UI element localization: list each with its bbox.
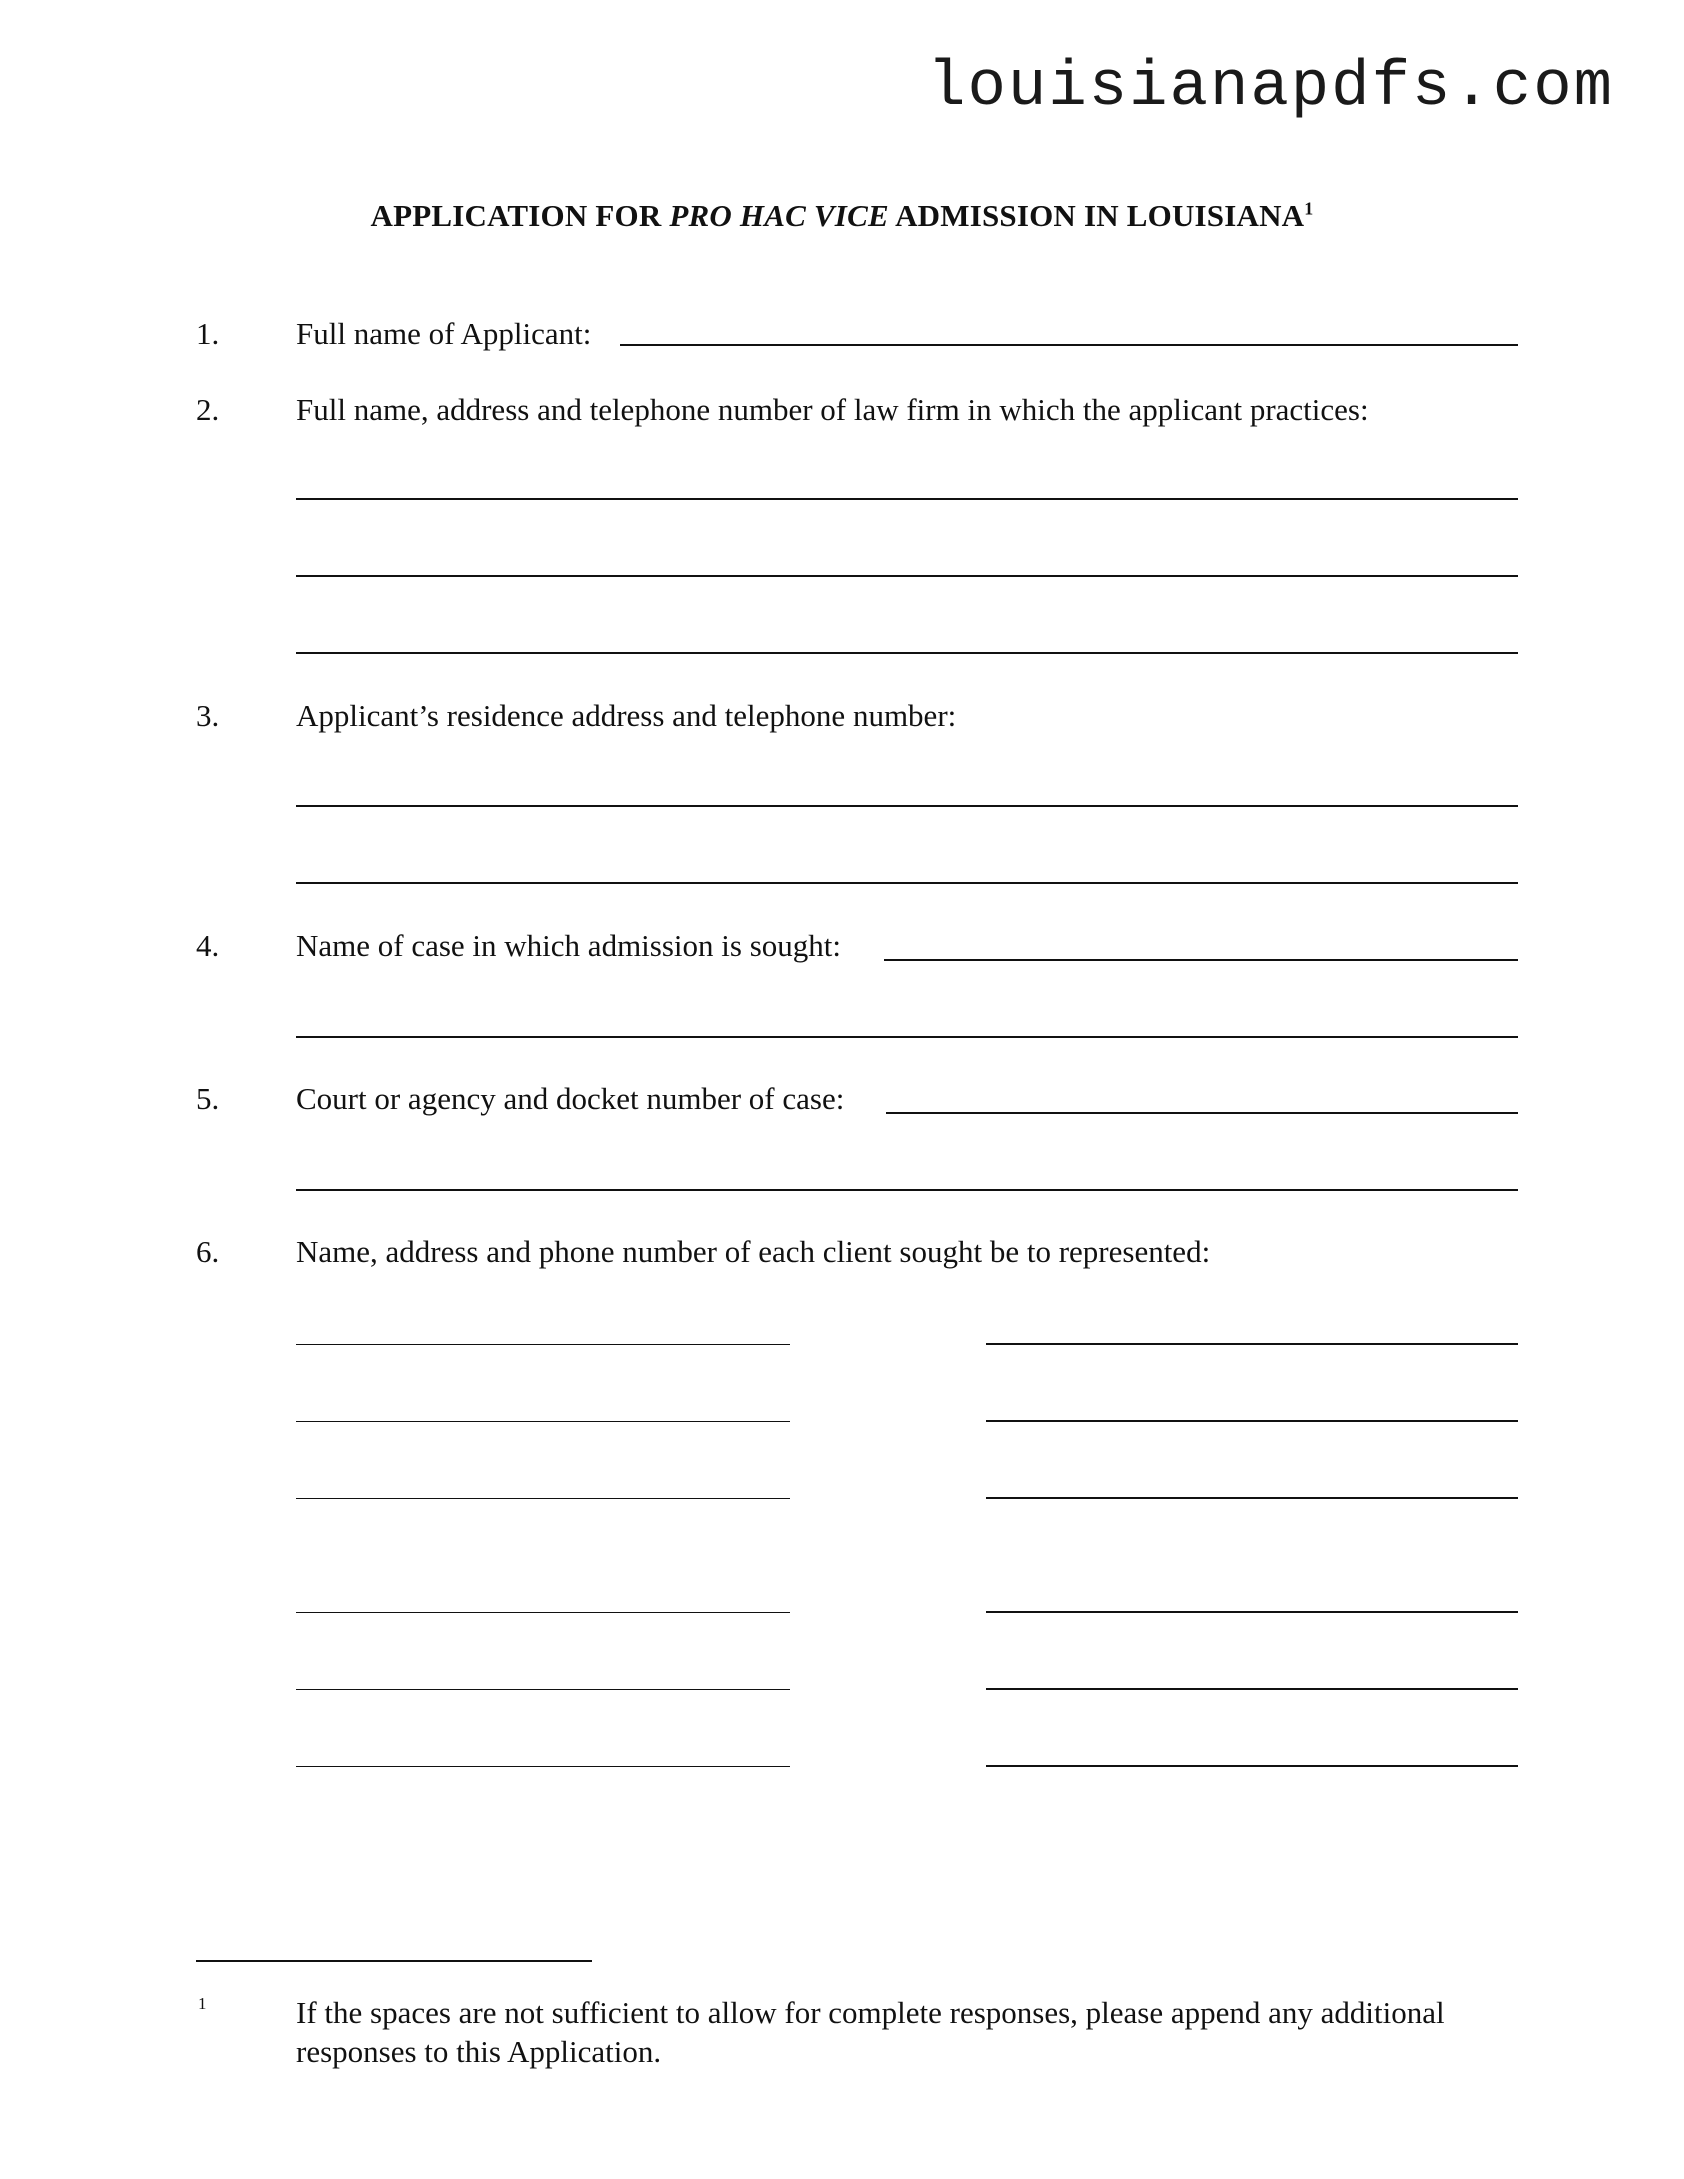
item-1-label: Full name of Applicant: (296, 316, 592, 351)
docket-field-line-1[interactable] (886, 1112, 1518, 1114)
client-field-right-3[interactable] (986, 1497, 1518, 1499)
title-italic: PRO HAC VICE (669, 198, 889, 233)
client-field-left-2[interactable] (296, 1421, 790, 1422)
title-part2: ADMISSION IN LOUISIANA (888, 198, 1305, 233)
item-3-number: 3. (196, 698, 220, 733)
item-6-number: 6. (196, 1234, 220, 1269)
item-5-label: Court or agency and docket number of case: (296, 1081, 845, 1116)
item-3-label: Applicant’s residence address and telephone number: (296, 698, 957, 733)
client-field-left-6[interactable] (296, 1766, 790, 1767)
item-5-number: 5. (196, 1081, 220, 1116)
client-field-right-5[interactable] (986, 1688, 1518, 1690)
item-2-number: 2. (196, 392, 220, 427)
item-1-number: 1. (196, 316, 220, 351)
client-field-right-1[interactable] (986, 1343, 1518, 1345)
page-title (0, 198, 1684, 234)
item-2-label: Full name, address and telephone number of law firm in which the applicant practices: (296, 392, 1369, 427)
watermark-text: louisianapdfs.com (927, 52, 1614, 124)
law-firm-field-line-2[interactable] (296, 575, 1518, 577)
law-firm-field-line-1[interactable] (296, 498, 1518, 500)
client-field-right-6[interactable] (986, 1765, 1518, 1767)
case-name-field-line-1[interactable] (884, 959, 1518, 961)
client-field-left-1[interactable] (296, 1344, 790, 1345)
footnote-separator (196, 1960, 592, 1962)
applicant-name-field[interactable] (620, 344, 1518, 346)
title-part1: APPLICATION FOR (370, 198, 670, 233)
residence-field-line-2[interactable] (296, 882, 1518, 884)
item-4-label: Name of case in which admission is sought: (296, 928, 841, 963)
item-6-label: Name, address and phone number of each client sought be to represented: (296, 1234, 1211, 1269)
case-name-field-line-2[interactable] (296, 1036, 1518, 1038)
client-field-right-4[interactable] (986, 1611, 1518, 1613)
footnote-mark: 1 (198, 1994, 207, 2013)
law-firm-field-line-3[interactable] (296, 652, 1518, 654)
client-field-left-5[interactable] (296, 1689, 790, 1690)
client-field-left-4[interactable] (296, 1612, 790, 1613)
item-4-number: 4. (196, 928, 220, 963)
client-field-right-2[interactable] (986, 1420, 1518, 1422)
residence-field-line-1[interactable] (296, 805, 1518, 807)
footnote-text: If the spaces are not sufficient to allow for complete responses, please append any additional responses to this Application. (296, 1995, 1445, 2069)
title-footnote-ref: 1 (1304, 198, 1314, 219)
docket-field-line-2[interactable] (296, 1189, 1518, 1191)
client-field-left-3[interactable] (296, 1498, 790, 1499)
